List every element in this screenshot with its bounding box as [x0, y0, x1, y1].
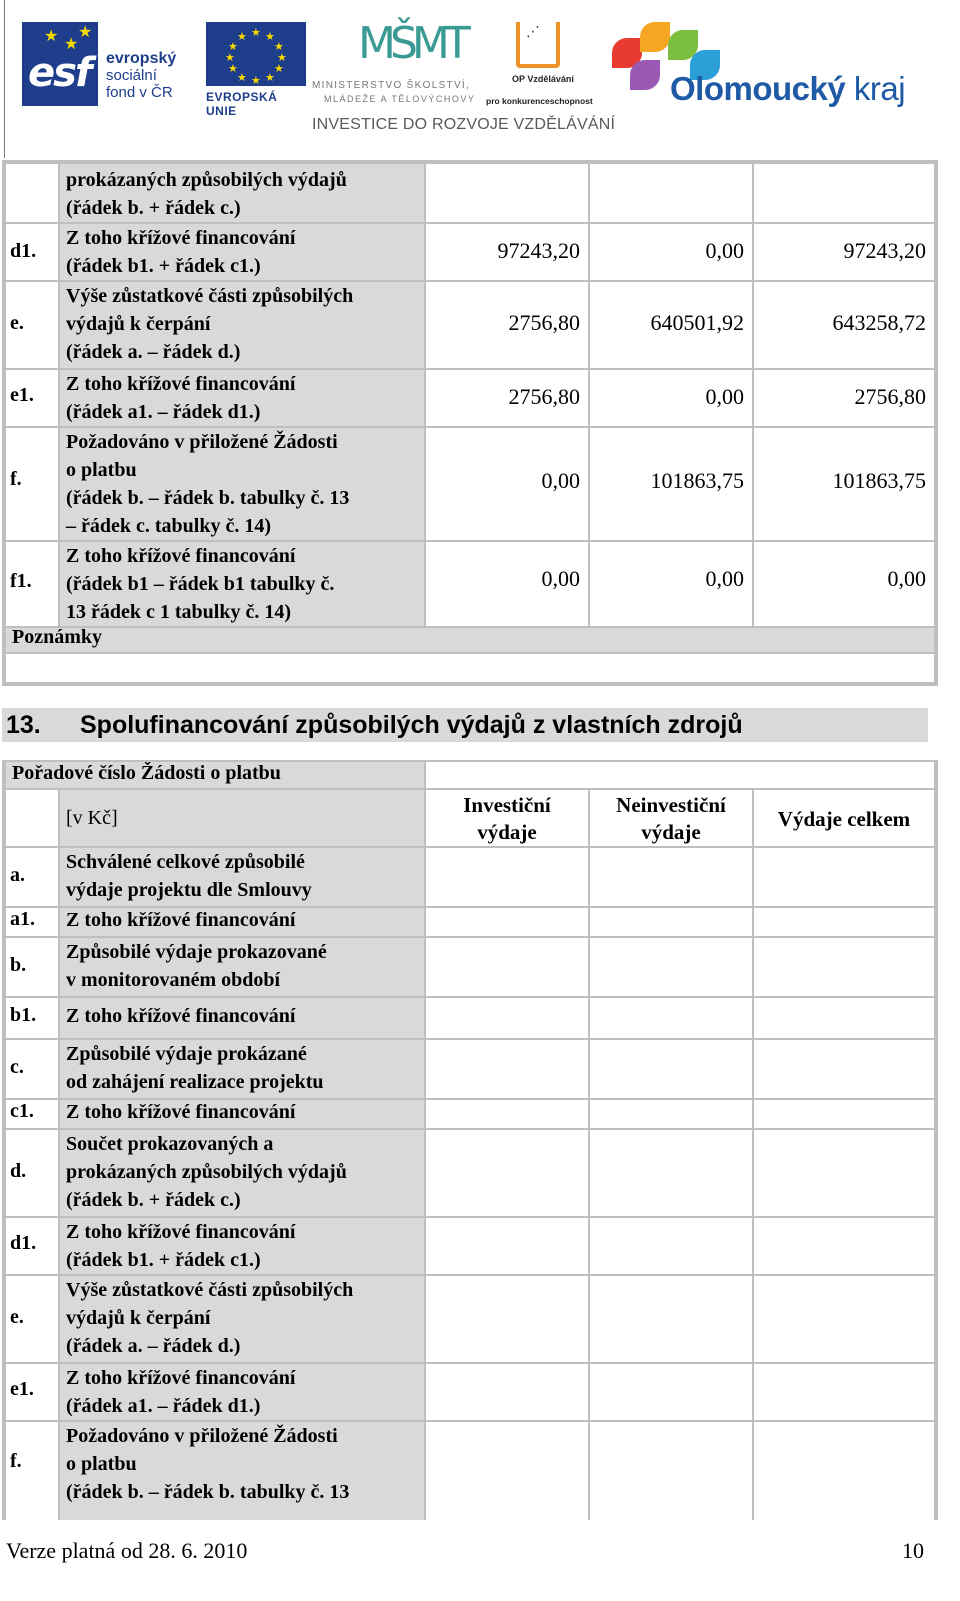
eu-label: EVROPSKÁ UNIE — [206, 90, 278, 118]
table-12 — [2, 160, 938, 686]
value-cell[interactable] — [426, 1218, 588, 1274]
eu-flag-icon: ★ ★ ★ ★ ★ ★ ★ ★ ★ ★ ★ ★ — [206, 22, 306, 86]
celkem-value: 101863,75 — [832, 468, 926, 493]
value-cell[interactable] — [754, 1130, 934, 1216]
row-code — [6, 1218, 58, 1274]
section-title: Spolufinancování způsobilých výdajů z vlastních zdrojů — [80, 711, 743, 739]
code-text: c. — [10, 1056, 24, 1078]
notes-label: Poznámky — [12, 628, 102, 648]
col-header-line: výdaje — [477, 820, 537, 844]
row-code — [6, 848, 58, 906]
value-cell[interactable] — [426, 998, 588, 1038]
value-cell — [426, 282, 588, 368]
msmt-line-2: MLÁDEŽE A TĚLOVÝCHOVY — [324, 94, 476, 104]
code-text: e. — [10, 312, 24, 334]
label-line: (řádek b1. + řádek c1.) — [66, 1249, 261, 1271]
value-cell[interactable] — [426, 908, 588, 936]
row-code — [6, 938, 58, 996]
code-text: f. — [10, 468, 22, 490]
code-text: c1. — [10, 1100, 34, 1122]
label-line: – řádek c. tabulky č. 14) — [66, 515, 271, 537]
value-cell — [590, 428, 752, 540]
code-text: d1. — [10, 240, 37, 262]
row-code — [6, 428, 58, 540]
label-line: Z toho křížové financování — [66, 373, 296, 395]
row-label — [60, 542, 424, 626]
msmt-mark: MŠMT — [358, 18, 465, 69]
neinvesticni-value: 101863,75 — [650, 468, 744, 493]
label-line: prokázaných způsobilých výdajů — [66, 1161, 347, 1183]
value-cell[interactable] — [590, 938, 752, 996]
label-line: od zahájení realizace projektu — [66, 1071, 324, 1093]
value-cell[interactable] — [590, 1276, 752, 1362]
esf-line-3: fond v ČR — [106, 84, 173, 101]
label-line: prokázaných způsobilých výdajů — [66, 169, 347, 191]
value-cell — [590, 542, 752, 626]
label-line: o platbu — [66, 459, 137, 481]
value-cell — [590, 224, 752, 280]
esf-mark-text: esf — [28, 50, 91, 96]
value-cell[interactable] — [426, 1364, 588, 1420]
esf-logo — [22, 22, 198, 106]
unit-cell — [60, 790, 424, 846]
value-cell[interactable] — [754, 1218, 934, 1274]
value-cell[interactable] — [754, 1040, 934, 1098]
col-header-neinvesticni — [590, 790, 752, 846]
value-cell — [590, 164, 752, 222]
row-code — [6, 1130, 58, 1216]
request-number-label: Pořadové číslo Žádosti o platbu — [12, 762, 281, 784]
row-label — [60, 1040, 424, 1098]
row-code — [6, 1276, 58, 1362]
label-line: Výše zůstatkové části způsobilých — [66, 1279, 354, 1301]
row-code — [6, 370, 58, 426]
value-cell — [426, 542, 588, 626]
label-line: v monitorovaném období — [66, 969, 281, 991]
logo-header — [0, 0, 960, 158]
code-text: d. — [10, 1160, 27, 1182]
row-code — [6, 542, 58, 626]
value-cell[interactable] — [754, 1364, 934, 1420]
row-label — [60, 1364, 424, 1420]
value-cell — [590, 370, 752, 426]
neinvesticni-value: 0,00 — [705, 384, 744, 409]
row-code — [6, 282, 58, 368]
row-label — [60, 908, 424, 936]
label-line: (řádek b. – řádek b. tabulky č. 13 — [66, 1481, 350, 1503]
row-code — [6, 1422, 58, 1520]
value-cell[interactable] — [754, 938, 934, 996]
row-label — [60, 998, 424, 1038]
row-code — [6, 998, 58, 1038]
label-line: výdajů k čerpání — [66, 1307, 211, 1329]
section-13-heading — [2, 708, 928, 742]
value-cell[interactable] — [754, 1422, 934, 1520]
value-cell[interactable] — [590, 908, 752, 936]
code-text: e1. — [10, 384, 34, 406]
label-line: výdajů k čerpání — [66, 313, 211, 335]
value-cell[interactable] — [590, 1040, 752, 1098]
olomoucky-word: Olomoucký — [670, 70, 846, 107]
row-code — [6, 224, 58, 280]
col-header-line: Investiční — [463, 793, 551, 817]
label-line: Způsobilé výdaje prokazované — [66, 941, 327, 963]
code-text: a. — [10, 864, 25, 886]
celkem-value: 0,00 — [887, 566, 926, 591]
label-line: Požadováno v přiložené Žádosti — [66, 431, 338, 453]
col-header-investicni — [426, 790, 588, 846]
label-line: Výše zůstatkové části způsobilých — [66, 285, 354, 307]
label-line: (řádek b. + řádek c.) — [66, 197, 241, 219]
value-cell[interactable] — [590, 1100, 752, 1128]
label-line: (řádek a1. – řádek d1.) — [66, 401, 261, 423]
table-13 — [2, 760, 938, 1520]
value-cell — [754, 224, 934, 280]
notes-field[interactable] — [6, 654, 934, 682]
value-cell[interactable] — [426, 1422, 588, 1520]
code-text: f. — [10, 1450, 22, 1472]
value-cell[interactable] — [590, 998, 752, 1038]
code-text: f1. — [10, 570, 32, 592]
petal-icon — [630, 60, 660, 90]
label-line: (řádek b1 – řádek b1 tabulky č. — [66, 573, 335, 595]
label-line: Způsobilé výdaje prokázané — [66, 1043, 307, 1065]
celkem-value: 643258,72 — [832, 310, 926, 335]
value-cell[interactable] — [590, 1218, 752, 1274]
label-line: Součet prokazovaných a — [66, 1133, 274, 1155]
label-line: (řádek b. + řádek c.) — [66, 1189, 241, 1211]
row-label — [60, 1130, 424, 1216]
row-label — [60, 370, 424, 426]
header-code-cell — [6, 790, 58, 846]
label-line: Schválené celkové způsobilé — [66, 851, 305, 873]
value-cell[interactable] — [426, 1040, 588, 1098]
notes-label-cell — [6, 628, 934, 652]
label-line: Z toho křížové financování — [66, 909, 296, 931]
label-line: (řádek a. – řádek d.) — [66, 1335, 241, 1357]
row-code — [6, 1040, 58, 1098]
celkem-value: 2756,80 — [854, 384, 926, 409]
value-cell[interactable] — [754, 1100, 934, 1128]
footer-version: Verze platná od 28. 6. 2010 — [6, 1538, 248, 1563]
op-dots-icon: ⋰ — [526, 24, 540, 40]
label-line: Z toho křížové financování — [66, 227, 296, 249]
label-line: (řádek b. – řádek b. tabulky č. 13 — [66, 487, 350, 509]
code-text: a1. — [10, 908, 35, 930]
code-text: b. — [10, 954, 27, 976]
label-line: 13 řádek c 1 tabulky č. 14) — [66, 601, 291, 623]
investicni-value: 0,00 — [541, 566, 580, 591]
value-cell[interactable] — [426, 1100, 588, 1128]
row-label — [60, 1100, 424, 1128]
neinvesticni-value: 0,00 — [705, 238, 744, 263]
row-label — [60, 224, 424, 280]
esf-line-1: evropský — [106, 50, 177, 67]
row-code — [6, 1364, 58, 1420]
petal-icon — [640, 22, 670, 52]
value-cell[interactable] — [426, 938, 588, 996]
investicni-value: 2756,80 — [508, 310, 580, 335]
esf-line-2: sociální — [106, 67, 157, 84]
msmt-line-1: MINISTERSTVO ŠKOLSTVÍ, — [312, 80, 471, 91]
row-label — [60, 1218, 424, 1274]
value-cell — [754, 428, 934, 540]
value-cell — [426, 164, 588, 222]
value-cell[interactable] — [754, 998, 934, 1038]
row-label — [60, 1276, 424, 1362]
label-line: Požadováno v přiložené Žádosti — [66, 1425, 338, 1447]
request-number-label-cell — [6, 762, 424, 788]
kraj-word: kraj — [853, 70, 906, 107]
col-header-line: Neinvestiční — [616, 793, 726, 817]
value-cell — [426, 428, 588, 540]
row-label — [60, 428, 424, 540]
value-cell[interactable] — [590, 1364, 752, 1420]
request-number-field[interactable] — [426, 762, 934, 788]
investicni-value: 2756,80 — [508, 384, 580, 409]
row-code — [6, 164, 58, 222]
value-cell[interactable] — [590, 1422, 752, 1520]
value-cell — [754, 370, 934, 426]
tagline: INVESTICE DO ROZVOJE VZDĚLÁVÁNÍ — [312, 116, 616, 133]
label-line: Z toho křížové financování — [66, 1005, 296, 1027]
value-cell — [426, 224, 588, 280]
page-number: 10 — [902, 1538, 924, 1563]
value-cell[interactable] — [754, 848, 934, 906]
olomoucky-kraj-logo — [610, 16, 910, 108]
code-text: b1. — [10, 1004, 37, 1026]
row-label — [60, 938, 424, 996]
col-header-line: výdaje — [641, 820, 701, 844]
value-cell — [426, 370, 588, 426]
celkem-value: 97243,20 — [843, 238, 926, 263]
value-cell[interactable] — [426, 1130, 588, 1216]
op-logo — [486, 22, 606, 106]
label-line: o platbu — [66, 1453, 137, 1475]
op-line-2: pro konkurenceschopnost — [486, 96, 593, 106]
value-cell[interactable] — [754, 908, 934, 936]
label-line: Z toho křížové financování — [66, 1221, 296, 1243]
row-label — [60, 164, 424, 222]
value-cell[interactable] — [426, 1276, 588, 1362]
row-label — [60, 282, 424, 368]
code-text: e. — [10, 1306, 24, 1328]
row-code — [6, 908, 58, 936]
neinvesticni-value: 640501,92 — [650, 310, 744, 335]
neinvesticni-value: 0,00 — [705, 566, 744, 591]
op-line-1: OP Vzdělávání — [512, 74, 574, 84]
label-line: Z toho křížové financování — [66, 545, 296, 567]
label-line: (řádek b1. + řádek c1.) — [66, 255, 261, 277]
value-cell[interactable] — [590, 1130, 752, 1216]
label-line: (řádek a. – řádek d.) — [66, 341, 241, 363]
eu-logo — [206, 22, 306, 118]
label-line: Z toho křížové financování — [66, 1367, 296, 1389]
code-text: e1. — [10, 1378, 34, 1400]
section-number: 13. — [6, 711, 41, 739]
col-header-line: Výdaje celkem — [777, 807, 911, 831]
header-divider — [4, 0, 5, 158]
row-code — [6, 1100, 58, 1128]
investicni-value: 0,00 — [541, 468, 580, 493]
label-line: výdaje projektu dle Smlouvy — [66, 879, 312, 901]
value-cell — [590, 282, 752, 368]
value-cell — [754, 542, 934, 626]
label-line: Z toho křížové financování — [66, 1101, 296, 1123]
esf-mark: ★ ★ ★ esf — [22, 22, 98, 106]
msmt-logo — [312, 14, 482, 106]
value-cell[interactable] — [754, 1276, 934, 1362]
row-label — [60, 848, 424, 906]
code-text: d1. — [10, 1232, 37, 1254]
row-label — [60, 1422, 424, 1520]
label-line: (řádek a1. – řádek d1.) — [66, 1395, 261, 1417]
col-header-celkem — [754, 790, 934, 846]
value-cell[interactable] — [426, 848, 588, 906]
value-cell — [754, 282, 934, 368]
unit-label: [v Kč] — [66, 807, 118, 829]
value-cell — [754, 164, 934, 222]
investicni-value: 97243,20 — [497, 238, 580, 263]
value-cell[interactable] — [590, 848, 752, 906]
